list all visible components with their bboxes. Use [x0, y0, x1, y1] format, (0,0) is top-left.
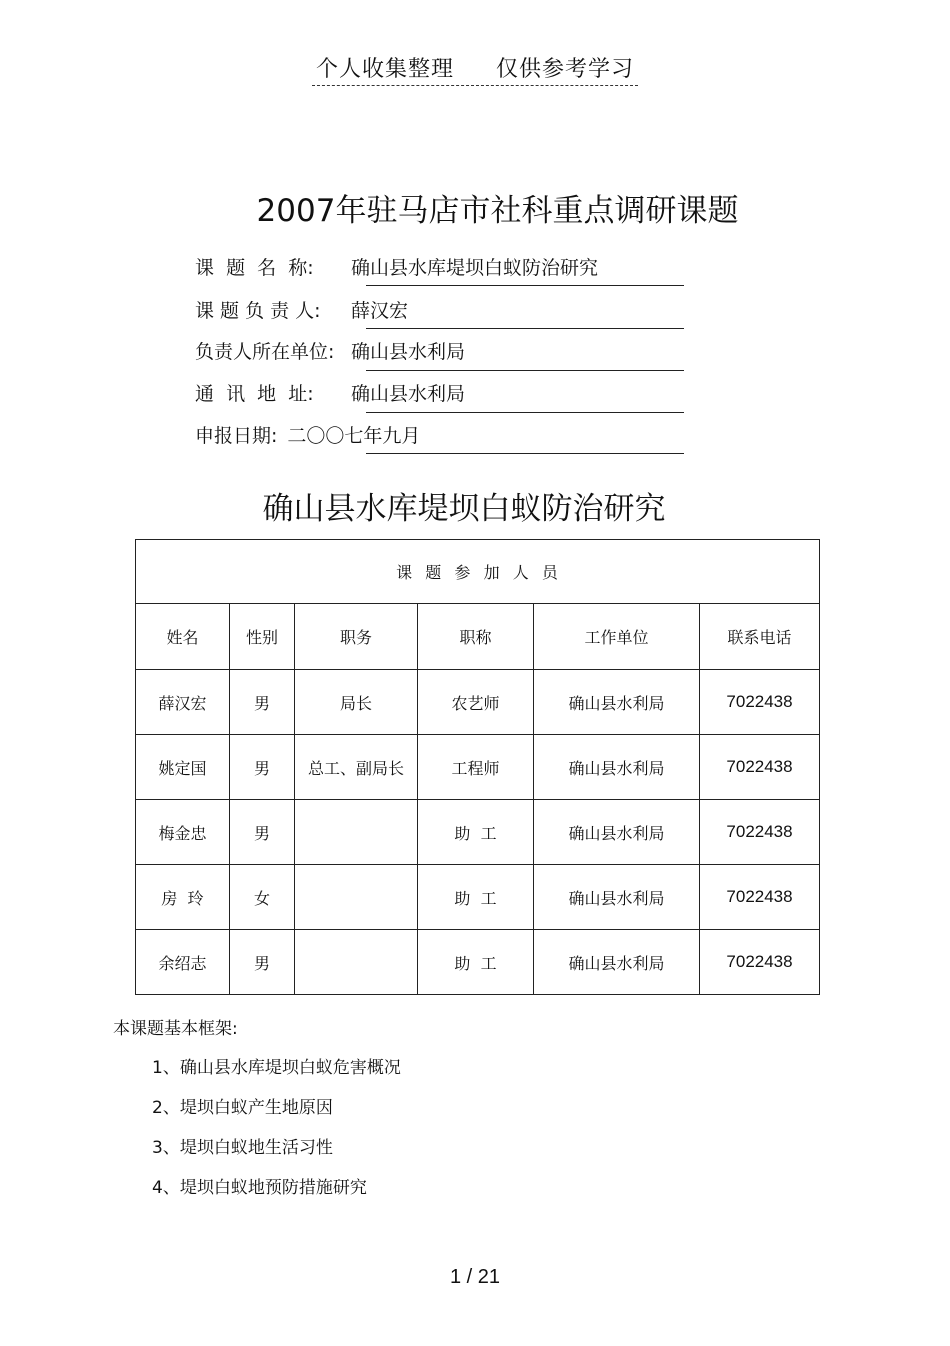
- info-label: 申报日期:: [195, 425, 278, 447]
- cell-unit: 确山县水利局: [534, 735, 700, 800]
- header-left: 个人收集整理: [315, 57, 454, 82]
- cell-name: 薛汉宏: [136, 670, 230, 735]
- underline: [366, 285, 684, 286]
- cell-name: 姚定国: [136, 735, 230, 800]
- framework-item: 2、堤坝白蚁产生地原因: [152, 1098, 333, 1118]
- info-row-topic: [195, 253, 598, 280]
- framework-item: 1、确山县水库堤坝白蚁危害概况: [152, 1058, 401, 1078]
- info-row-unit: [195, 337, 465, 364]
- underline: [366, 453, 684, 454]
- page-header: [0, 52, 950, 86]
- info-label: 负责人所在单位:: [195, 341, 335, 363]
- cell-unit: 确山县水利局: [534, 865, 700, 930]
- info-row-address: [195, 379, 465, 406]
- table-caption-row: [136, 540, 820, 604]
- cell-name: 房 玲: [136, 865, 230, 930]
- cell-title: 农艺师: [418, 670, 534, 735]
- cell-gender: 男: [230, 800, 295, 865]
- framework-item: 4、堤坝白蚁地预防措施研究: [152, 1178, 367, 1198]
- info-label: 课 题 名 称:: [195, 257, 314, 279]
- cell-phone: 7022438: [700, 865, 820, 930]
- info-label: 课 题 负 责 人:: [195, 300, 321, 322]
- info-value: 二〇〇七年九月: [287, 425, 421, 447]
- cell-phone: 7022438: [700, 670, 820, 735]
- cell-gender: 女: [230, 865, 295, 930]
- header-cell: 姓名: [136, 604, 230, 670]
- info-row-date: [195, 421, 420, 448]
- underline: [366, 412, 684, 413]
- header-text: [312, 52, 638, 86]
- cell-position: 局长: [295, 670, 418, 735]
- info-row-leader: [195, 296, 408, 323]
- cell-position: [295, 930, 418, 995]
- table-row: [136, 800, 820, 865]
- header-cell: 性别: [230, 604, 295, 670]
- table-row: [136, 930, 820, 995]
- info-value: 薛汉宏: [351, 300, 409, 322]
- cell-phone: 7022438: [700, 800, 820, 865]
- cell-unit: 确山县水利局: [534, 800, 700, 865]
- cell-position: 总工、副局长: [295, 735, 418, 800]
- cell-unit: 确山县水利局: [534, 670, 700, 735]
- info-value: 确山县水库堤坝白蚁防治研究: [351, 257, 599, 279]
- cell-position: [295, 865, 418, 930]
- table-row: [136, 865, 820, 930]
- framework-title: 本课题基本框架:: [113, 1019, 238, 1039]
- cell-name: 梅金忠: [136, 800, 230, 865]
- info-value: 确山县水利局: [351, 383, 466, 405]
- underline: [366, 328, 684, 329]
- document-title: 2007年驻马店市社科重点调研课题: [256, 193, 739, 229]
- header-right: 仅供参考学习: [496, 57, 635, 82]
- table-header-row: [136, 604, 820, 670]
- framework-item: 3、堤坝白蚁地生活习性: [152, 1138, 333, 1158]
- header-cell: 职务: [295, 604, 418, 670]
- info-value: 确山县水利局: [351, 341, 466, 363]
- cell-title: 工程师: [418, 735, 534, 800]
- cell-phone: 7022438: [700, 735, 820, 800]
- cell-title: 助 工: [418, 865, 534, 930]
- cell-gender: 男: [230, 735, 295, 800]
- section-title: 确山县水库堤坝白蚁防治研究: [262, 491, 666, 527]
- table-caption: 课 题 参 加 人 员: [136, 540, 820, 604]
- table-row: [136, 735, 820, 800]
- cell-unit: 确山县水利局: [534, 930, 700, 995]
- info-label: 通 讯 地 址:: [195, 383, 314, 405]
- members-table: [135, 539, 820, 995]
- cell-name: 余绍志: [136, 930, 230, 995]
- cell-position: [295, 800, 418, 865]
- cell-gender: 男: [230, 670, 295, 735]
- header-cell: 联系电话: [700, 604, 820, 670]
- page-number: 1 / 21: [449, 1266, 501, 1288]
- cell-phone: 7022438: [700, 930, 820, 995]
- cell-gender: 男: [230, 930, 295, 995]
- header-cell: 工作单位: [534, 604, 700, 670]
- cell-title: 助 工: [418, 930, 534, 995]
- table-row: [136, 670, 820, 735]
- cell-title: 助 工: [418, 800, 534, 865]
- header-cell: 职称: [418, 604, 534, 670]
- underline: [366, 370, 684, 371]
